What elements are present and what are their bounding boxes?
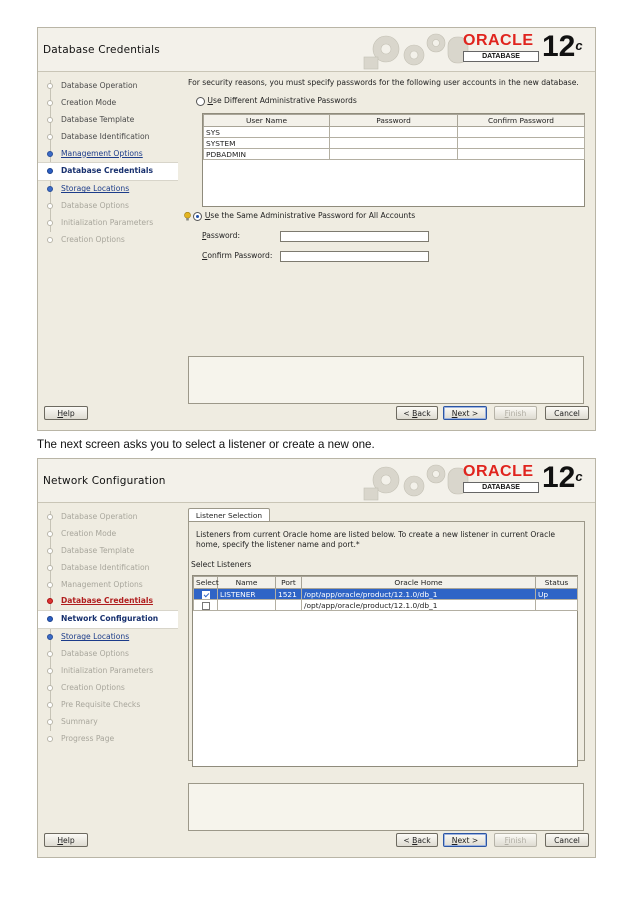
listener-description-line2: home, specify the listener name and port.*	[196, 540, 360, 549]
cancel-button[interactable]: Cancel	[545, 406, 589, 420]
status-cell: Up	[536, 589, 578, 600]
listener-name-cell: LISTENER	[218, 589, 276, 600]
finish-button[interactable]: Finish	[494, 406, 537, 420]
confirm-password-label: Confirm Password:	[202, 251, 273, 260]
gears-banner-icon	[356, 29, 474, 71]
select-cell[interactable]	[194, 589, 218, 600]
select-listeners-label: Select Listeners	[191, 560, 252, 569]
column-header-user-name: User Name	[204, 115, 330, 127]
help-button[interactable]: Help	[44, 406, 88, 420]
listener-description-line1: Listeners from current Oracle home are listed below. To create a new listener in current Oracle	[196, 530, 556, 539]
user-name-cell: SYSTEM	[204, 138, 330, 149]
table-row	[204, 127, 585, 138]
column-header-password: Password	[330, 115, 458, 127]
step-storage-locations[interactable]: Storage Locations	[38, 181, 178, 198]
column-header-oracle-home: Oracle Home	[302, 577, 536, 589]
network-configuration-window	[37, 458, 596, 858]
listener-selection-panel	[188, 521, 585, 761]
version-badge: 12$^c$	[542, 461, 583, 494]
step-creation-mode: Creation Mode	[38, 95, 178, 112]
new-listener-checkbox[interactable]	[202, 602, 210, 610]
caption-text: The next screen asks you to select a listener or create a new one.	[37, 438, 375, 451]
confirm-password-cell[interactable]	[458, 138, 585, 149]
messages-pane	[188, 783, 584, 831]
step-database-credentials[interactable]: Database Credentials	[38, 162, 178, 181]
back-button[interactable]: < Back	[396, 833, 438, 847]
different-passwords-option[interactable]: Use Different Administrative Passwords	[196, 96, 357, 106]
step-management-options[interactable]: Management Options	[38, 146, 178, 163]
back-button[interactable]: < Back	[396, 406, 438, 420]
same-password-radio[interactable]	[193, 212, 202, 221]
confirm-password-cell[interactable]	[458, 127, 585, 138]
step-network-configuration[interactable]: Network Configuration	[38, 610, 178, 629]
column-header-name: Name	[218, 577, 276, 589]
user-name-cell: SYS	[204, 127, 330, 138]
step-storage-locations[interactable]: Storage Locations	[38, 629, 178, 646]
credentials-content	[178, 72, 595, 400]
button-bar	[38, 827, 595, 857]
password-field[interactable]	[280, 231, 429, 242]
user-passwords-table	[203, 114, 585, 160]
listeners-table	[193, 576, 578, 611]
window-header	[38, 28, 595, 72]
finish-button[interactable]: Finish	[494, 833, 537, 847]
table-row	[204, 149, 585, 160]
different-passwords-radio[interactable]	[196, 97, 205, 106]
step-pre-requisite-checks: Pre Requisite Checks	[38, 697, 178, 714]
steps-sidebar	[38, 72, 178, 400]
listener-port-cell: 1521	[276, 589, 302, 600]
password-cell[interactable]	[330, 127, 458, 138]
user-name-cell: PDBADMIN	[204, 149, 330, 160]
password-cell[interactable]	[330, 149, 458, 160]
oracle-home-cell: /opt/app/oracle/product/12.1.0/db_1	[302, 600, 536, 611]
page-title: Network Configuration	[43, 475, 166, 487]
listener-checkbox[interactable]	[202, 591, 210, 599]
listeners-grid	[192, 575, 578, 767]
column-header-confirm-password: Confirm Password	[458, 115, 585, 127]
step-creation-options: Creation Options	[38, 680, 178, 697]
gears-banner-icon	[356, 460, 474, 502]
confirm-password-cell[interactable]	[458, 149, 585, 160]
step-database-template: Database Template	[38, 112, 178, 129]
step-database-identification: Database Identification	[38, 560, 178, 577]
same-password-option[interactable]: Use the Same Administrative Password for All Accounts	[184, 211, 415, 221]
button-bar	[38, 400, 595, 430]
window-header	[38, 459, 595, 503]
step-creation-options: Creation Options	[38, 232, 178, 249]
page-title: Database Credentials	[43, 44, 160, 56]
step-database-operation: Database Operation	[38, 78, 178, 95]
step-summary: Summary	[38, 714, 178, 731]
steps-sidebar	[38, 503, 178, 827]
step-initialization-parameters: Initialization Parameters	[38, 663, 178, 680]
oracle-logo: ORACLE DATABASE	[463, 33, 541, 62]
help-button[interactable]: Help	[44, 833, 88, 847]
step-database-identification: Database Identification	[38, 129, 178, 146]
step-initialization-parameters: Initialization Parameters	[38, 215, 178, 232]
lightbulb-icon	[184, 212, 191, 221]
listener-port-cell[interactable]	[276, 600, 302, 611]
database-credentials-window	[37, 27, 596, 431]
oracle-home-cell: /opt/app/oracle/product/12.1.0/db_1	[302, 589, 536, 600]
messages-pane	[188, 356, 584, 404]
step-database-options: Database Options	[38, 198, 178, 215]
step-creation-mode: Creation Mode	[38, 526, 178, 543]
column-header-select: Select	[194, 577, 218, 589]
status-cell	[536, 600, 578, 611]
column-header-status: Status	[536, 577, 578, 589]
step-database-options: Database Options	[38, 646, 178, 663]
table-row	[204, 138, 585, 149]
step-database-operation: Database Operation	[38, 509, 178, 526]
next-button[interactable]: Next >	[443, 406, 487, 420]
version-badge: 12$^c$	[542, 30, 583, 63]
cancel-button[interactable]: Cancel	[545, 833, 589, 847]
password-label: Password:	[202, 231, 241, 240]
step-database-credentials[interactable]: Database Credentials	[38, 593, 178, 610]
step-database-template: Database Template	[38, 543, 178, 560]
table-row[interactable]	[194, 600, 578, 611]
select-cell[interactable]	[194, 600, 218, 611]
network-content	[178, 503, 595, 827]
table-row[interactable]	[194, 589, 578, 600]
security-message: For security reasons, you must specify passwords for the following user accounts in the new database.	[188, 78, 579, 87]
tab-listener-selection[interactable]: Listener Selection	[188, 508, 270, 522]
step-progress-page: Progress Page	[38, 731, 178, 748]
oracle-logo: ORACLE DATABASE	[463, 464, 541, 493]
user-passwords-grid	[202, 113, 585, 207]
confirm-password-field[interactable]	[280, 251, 429, 262]
column-header-port: Port	[276, 577, 302, 589]
listener-name-cell[interactable]	[218, 600, 276, 611]
next-button[interactable]: Next >	[443, 833, 487, 847]
step-management-options: Management Options	[38, 577, 178, 594]
password-cell[interactable]	[330, 138, 458, 149]
